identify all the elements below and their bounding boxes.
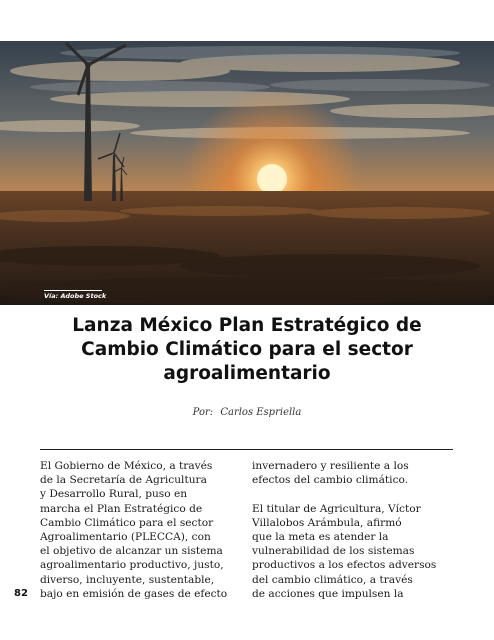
page-number: 82 (14, 588, 28, 599)
body-line: el objetivo de alcanzar un sistema (40, 545, 223, 558)
body-line: productivos a los efectos adversos (252, 559, 437, 572)
divider-rule (40, 449, 453, 450)
body-line: efectos del cambio climático. (252, 474, 409, 487)
byline-prefix: Por: (192, 407, 214, 418)
body-line: agroalimentario productivo, justo, (40, 559, 224, 572)
title-line: Cambio Climático para el sector (81, 339, 413, 360)
byline (0, 407, 494, 418)
body-line: Cambio Climático para el sector (40, 516, 214, 529)
body-column-left (40, 459, 245, 601)
body-line: vulnerabilidad de los sistemas (252, 545, 415, 558)
paragraph-gap (252, 487, 457, 501)
body-line: que la meta es atender la (252, 531, 389, 543)
body-line: El titular de Agricultura, Víctor (252, 502, 421, 515)
author-name: Carlos Espriella (220, 407, 302, 418)
body-line: de acciones que impulsen la (252, 587, 404, 600)
body-line: Agroalimentario (PLECCA), con (40, 531, 211, 544)
title-line: Lanza México Plan Estratégico de (72, 315, 422, 336)
body-line: y Desarrollo Rural, puso en (40, 488, 188, 501)
body-line: diverso, incluyente, sustentable, (40, 573, 215, 586)
title-line: agroalimentario (163, 363, 331, 384)
body-line: marcha el Plan Estratégico de (40, 502, 203, 515)
hero-photo (0, 41, 494, 305)
body-line: Villalobos Arámbula, afirmó (252, 516, 402, 529)
body-column-right (252, 459, 457, 601)
body-line: de la Secretaría de Agricultura (40, 474, 207, 487)
article-title (40, 314, 454, 386)
photo-credit: Vía: Adobe Stock (44, 292, 107, 300)
sunset-wind-turbine-image (0, 41, 494, 305)
sun (257, 164, 287, 194)
body-line: bajo en emisión de gases de efecto (40, 587, 228, 600)
body-line: del cambio climático, a través (252, 573, 413, 586)
body-line: invernadero y resiliente a los (252, 460, 409, 472)
body-line: El Gobierno de México, a través (40, 460, 213, 472)
